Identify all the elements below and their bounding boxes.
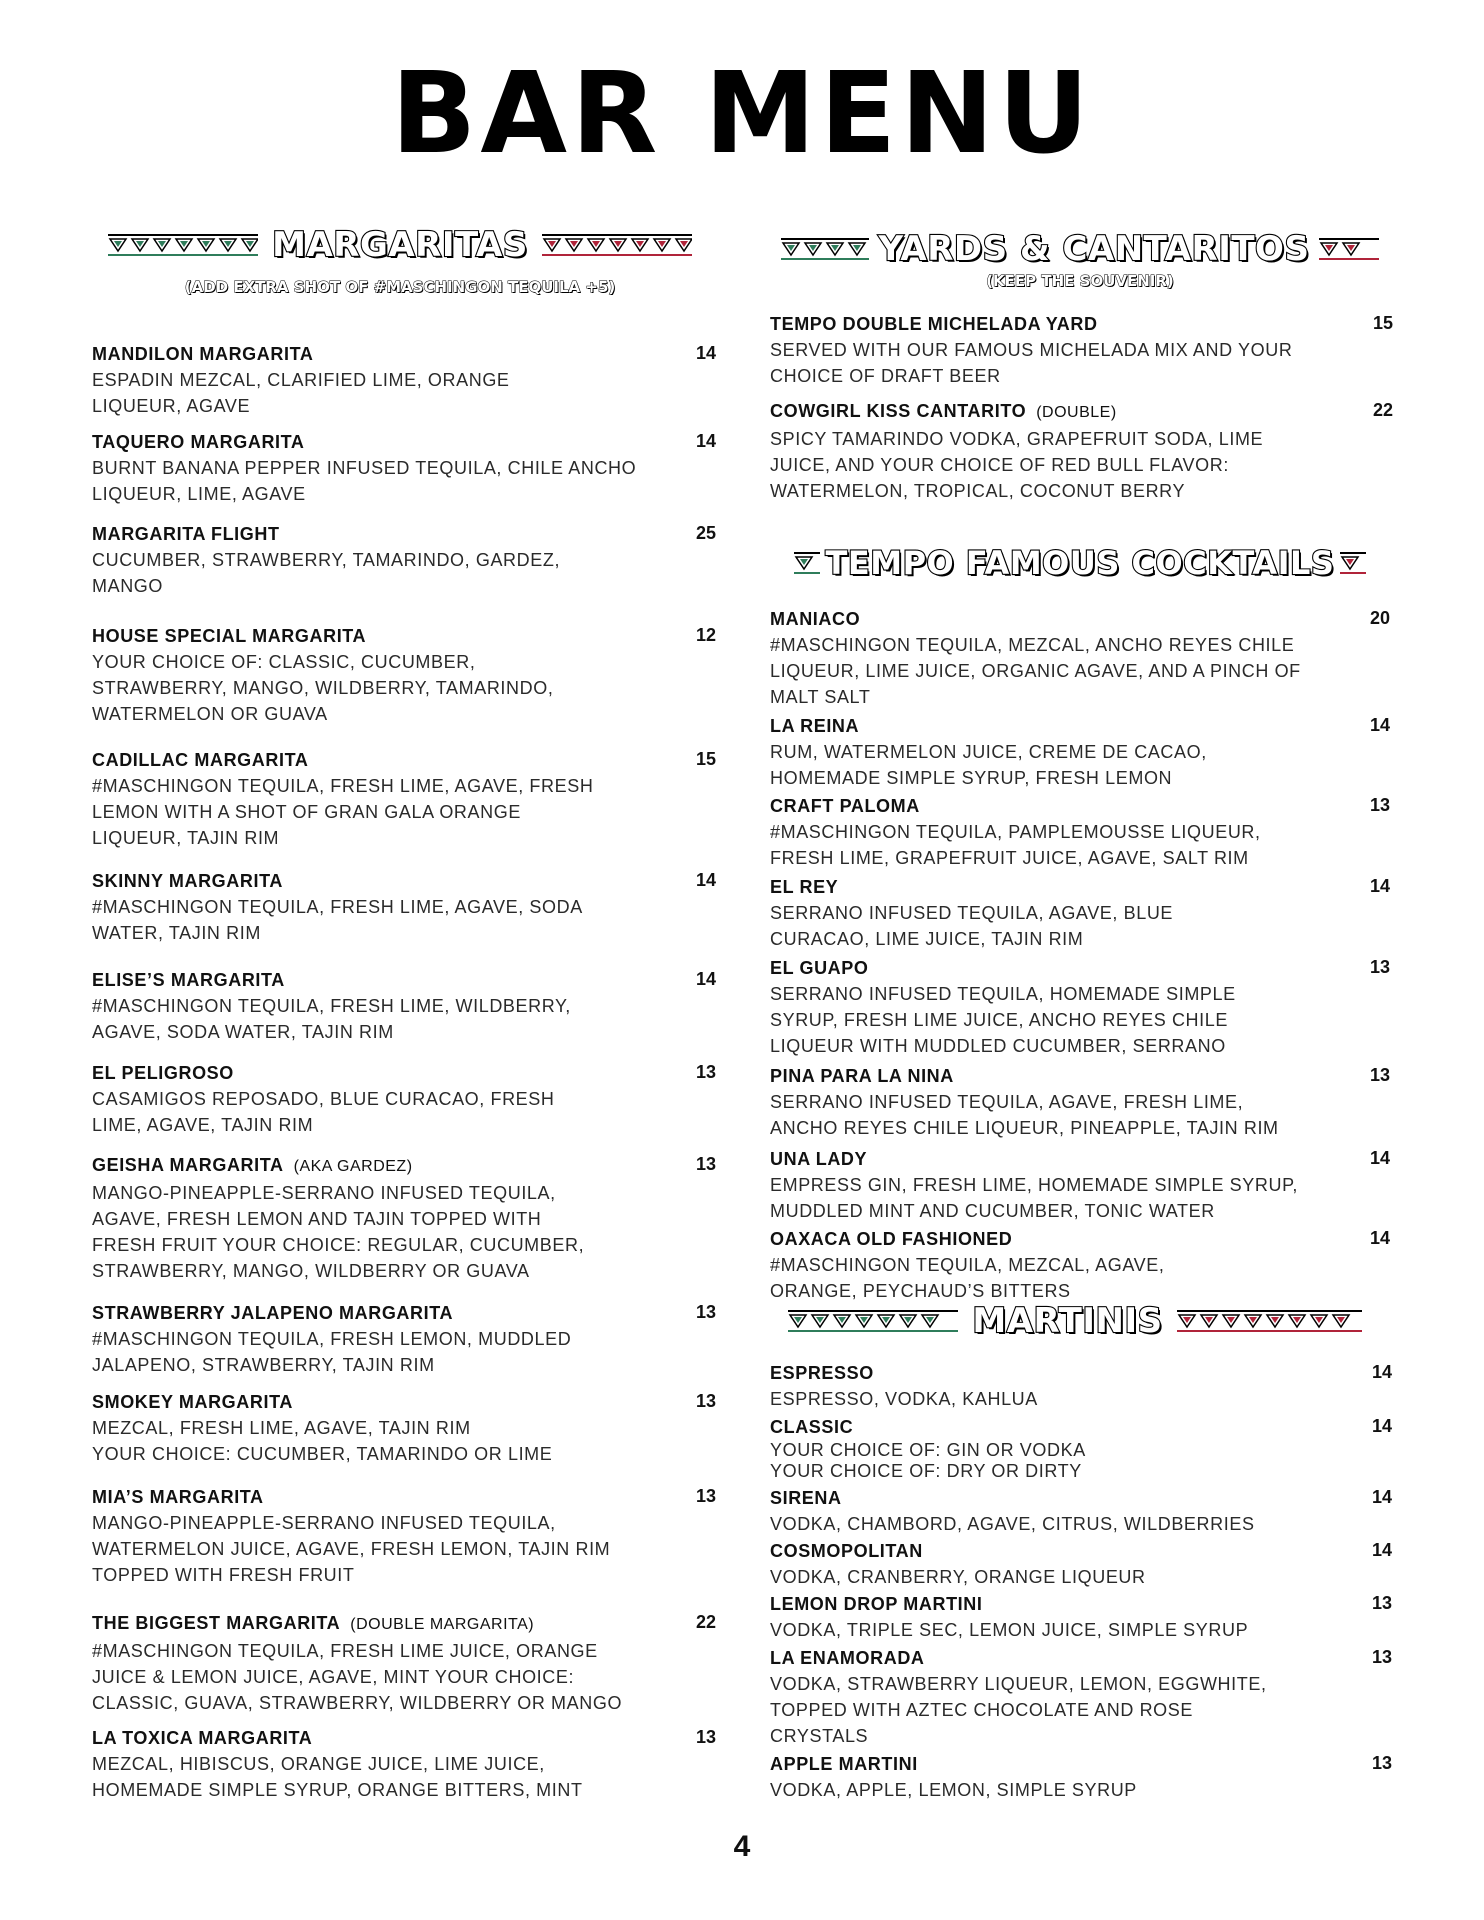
- item-name-text: LA TOXICA MARGARITA: [92, 1728, 313, 1748]
- item-name: [92, 749, 722, 771]
- item-description-line: CRYSTALS: [770, 1726, 869, 1746]
- item-price: 15: [1373, 313, 1394, 333]
- item-name: [92, 1391, 722, 1413]
- martinis-item: [770, 1416, 1393, 1482]
- item-description-line: VODKA, TRIPLE SEC, LEMON JUICE, SIMPLE SYRUP: [770, 1620, 1249, 1640]
- red-tribal-border-icon: [542, 233, 692, 257]
- item-description: [770, 900, 1390, 952]
- margaritas-item: [92, 1612, 722, 1716]
- yards-note: (KEEP THE SOUVENIR): [986, 272, 1174, 290]
- item-price: 13: [696, 1727, 717, 1747]
- item-name-text: ELISE’S MARGARITA: [92, 970, 285, 990]
- item-description: [92, 773, 722, 851]
- margaritas-heading-text: MARGARITAS: [272, 225, 528, 265]
- red-tribal-border-icon: [1177, 1309, 1362, 1333]
- item-price: 14: [1372, 1487, 1393, 1507]
- item-price: 22: [1373, 400, 1394, 420]
- martinis-item: [770, 1540, 1393, 1590]
- item-name: [92, 343, 722, 365]
- item-price: 25: [696, 523, 717, 543]
- item-note: (DOUBLE MARGARITA): [350, 1616, 535, 1633]
- item-price: 13: [1370, 957, 1391, 977]
- item-name: [92, 523, 722, 545]
- item-description-line: MEZCAL, HIBISCUS, ORANGE JUICE, LIME JUICE,: [92, 1754, 545, 1774]
- martinis-item: [770, 1362, 1393, 1412]
- item-description: [92, 1510, 722, 1588]
- item-name: [92, 1302, 722, 1324]
- item-price: 13: [1370, 795, 1391, 815]
- item-description: [770, 1777, 1390, 1803]
- item-name-text: ESPRESSO: [770, 1363, 874, 1383]
- item-name-text: LA REINA: [770, 716, 860, 736]
- item-name: [92, 969, 722, 991]
- martinis-item: [770, 1487, 1393, 1537]
- item-description: [770, 1617, 1390, 1643]
- margaritas-item: [92, 523, 722, 599]
- item-description-line: LIQUEUR WITH MUDDLED CUCUMBER, SERRANO: [770, 1036, 1226, 1056]
- cocktails-item: [770, 1228, 1390, 1304]
- item-description-line: MALT SALT: [770, 687, 871, 707]
- item-name-text: MANDILON MARGARITA: [92, 344, 314, 364]
- item-description: [92, 455, 722, 507]
- item-description-line: ANCHO REYES CHILE LIQUEUR, PINEAPPLE, TAJIN RIM: [770, 1118, 1279, 1138]
- item-name-text: EL REY: [770, 877, 839, 897]
- item-name-text: THE BIGGEST MARGARITA: [92, 1613, 341, 1633]
- item-description-line: YOUR CHOICE OF: DRY OR DIRTY: [770, 1461, 1082, 1481]
- item-description-line: CURACAO, LIME JUICE, TAJIN RIM: [770, 929, 1084, 949]
- item-name: [92, 870, 722, 892]
- item-price: 13: [1370, 1065, 1391, 1085]
- item-description-line: SYRUP, FRESH LIME JUICE, ANCHO REYES CHILE: [770, 1010, 1228, 1030]
- cocktails-item: [770, 1065, 1390, 1141]
- item-description-line: FRESH FRUIT YOUR CHOICE: REGULAR, CUCUMBER,: [92, 1235, 585, 1255]
- martinis-heading-text: MARTINIS: [972, 1301, 1163, 1341]
- item-price: 14: [696, 969, 717, 989]
- margaritas-item: [92, 625, 722, 727]
- item-description: [770, 632, 1390, 710]
- item-description-line: SERVED WITH OUR FAMOUS MICHELADA MIX AND YOUR: [770, 340, 1293, 360]
- margaritas-item: [92, 1154, 722, 1284]
- item-description-line: VODKA, CRANBERRY, ORANGE LIQUEUR: [770, 1567, 1146, 1587]
- red-tribal-border-icon: [1319, 237, 1379, 261]
- item-description-line: TOPPED WITH AZTEC CHOCOLATE AND ROSE: [770, 1700, 1193, 1720]
- item-name: [770, 1362, 1393, 1384]
- martinis-item: [770, 1647, 1393, 1749]
- item-description-line: #MASCHINGON TEQUILA, FRESH LIME, WILDBERRY,: [92, 996, 571, 1016]
- item-description-line: WATERMELON JUICE, AGAVE, FRESH LEMON, TAJIN RIM: [92, 1539, 611, 1559]
- item-price: 14: [1370, 1148, 1391, 1168]
- item-description: [770, 426, 1390, 504]
- item-description: [770, 1440, 1390, 1482]
- margaritas-item: [92, 969, 722, 1045]
- page-number: 4: [733, 1830, 751, 1863]
- item-name-text: COWGIRL KISS CANTARITO: [770, 401, 1027, 421]
- item-price: 14: [696, 870, 717, 890]
- item-description-line: LIQUEUR, LIME, AGAVE: [92, 484, 306, 504]
- item-name: [770, 313, 1390, 335]
- item-price: 14: [1370, 876, 1391, 896]
- item-name: [92, 1727, 722, 1749]
- item-name: [92, 1154, 722, 1178]
- item-description-line: SERRANO INFUSED TEQUILA, AGAVE, FRESH LIME,: [770, 1092, 1244, 1112]
- item-price: 14: [1372, 1362, 1393, 1382]
- item-description-line: LIME, AGAVE, TAJIN RIM: [92, 1115, 314, 1135]
- item-description: [770, 1386, 1390, 1412]
- item-description-line: SPICY TAMARINDO VODKA, GRAPEFRUIT SODA, LIME: [770, 429, 1264, 449]
- margaritas-item: [92, 749, 722, 851]
- item-name: [770, 1416, 1393, 1438]
- item-name: [770, 1228, 1390, 1250]
- item-name: [770, 957, 1390, 979]
- item-name: [92, 1486, 722, 1508]
- item-description: [770, 1511, 1390, 1537]
- yards-heading: [775, 226, 1385, 272]
- yards-heading-text: YARDS & CANTARITOS: [878, 229, 1310, 269]
- martinis-item: [770, 1593, 1393, 1643]
- item-name-text: CRAFT PALOMA: [770, 796, 920, 816]
- item-name: [770, 1593, 1393, 1615]
- martinis-item: [770, 1753, 1393, 1803]
- item-name-text: TAQUERO MARGARITA: [92, 432, 305, 452]
- item-name-text: LA ENAMORADA: [770, 1648, 925, 1668]
- item-description-line: VODKA, STRAWBERRY LIQUEUR, LEMON, EGGWHITE,: [770, 1674, 1267, 1694]
- item-name: [770, 1753, 1393, 1775]
- item-name-text: APPLE MARTINI: [770, 1754, 918, 1774]
- green-tribal-border-icon: [781, 237, 869, 261]
- item-name: [770, 400, 1390, 424]
- item-name: [770, 1487, 1393, 1509]
- item-price: 14: [1370, 1228, 1391, 1248]
- item-description-line: RUM, WATERMELON JUICE, CREME DE CACAO,: [770, 742, 1207, 762]
- item-description-line: MUDDLED MINT AND CUCUMBER, TONIC WATER: [770, 1201, 1215, 1221]
- item-price: 13: [1372, 1753, 1393, 1773]
- item-price: 13: [696, 1302, 717, 1322]
- item-price: 12: [696, 625, 717, 645]
- item-description: [770, 1172, 1390, 1224]
- item-description-line: LIQUEUR, LIME JUICE, ORGANIC AGAVE, AND A PINCH OF: [770, 661, 1301, 681]
- item-name-text: UNA LADY: [770, 1149, 868, 1169]
- cocktails-heading-text: TEMPO FAMOUS COCKTAILS: [825, 544, 1335, 582]
- item-name-text: HOUSE SPECIAL MARGARITA: [92, 626, 367, 646]
- item-description-line: MEZCAL, FRESH LIME, AGAVE, TAJIN RIM: [92, 1418, 471, 1438]
- item-name: [770, 1065, 1390, 1087]
- item-description: [92, 1326, 722, 1378]
- margaritas-item: [92, 1302, 722, 1378]
- item-name-text: GEISHA MARGARITA: [92, 1155, 284, 1175]
- item-name: [770, 715, 1390, 737]
- item-name: [770, 876, 1390, 898]
- item-description-line: BURNT BANANA PEPPER INFUSED TEQUILA, CHILE ANCHO: [92, 458, 637, 478]
- item-description-line: #MASCHINGON TEQUILA, FRESH LIME JUICE, ORANGE: [92, 1641, 598, 1661]
- item-name-text: COSMOPOLITAN: [770, 1541, 923, 1561]
- item-name-text: CADILLAC MARGARITA: [92, 750, 309, 770]
- item-description-line: FRESH LIME, GRAPEFRUIT JUICE, AGAVE, SALT RIM: [770, 848, 1249, 868]
- item-description-line: STRAWBERRY, MANGO, WILDBERRY, TAMARINDO,: [92, 678, 554, 698]
- margaritas-item: [92, 343, 722, 419]
- item-description-line: WATER, TAJIN RIM: [92, 923, 261, 943]
- item-description: [92, 1638, 722, 1716]
- item-description-line: YOUR CHOICE: CUCUMBER, TAMARINDO OR LIME: [92, 1444, 553, 1464]
- item-description-line: YOUR CHOICE OF: CLASSIC, CUCUMBER,: [92, 652, 476, 672]
- item-description: [770, 981, 1390, 1059]
- item-description-line: STRAWBERRY, MANGO, WILDBERRY OR GUAVA: [92, 1261, 530, 1281]
- item-name-text: OAXACA OLD FASHIONED: [770, 1229, 1013, 1249]
- item-name-text: TEMPO DOUBLE MICHELADA YARD: [770, 314, 1098, 334]
- item-description: [770, 1089, 1390, 1141]
- item-description-line: #MASCHINGON TEQUILA, FRESH LIME, AGAVE, FRESH: [92, 776, 594, 796]
- margaritas-item: [92, 1062, 722, 1138]
- item-price: 13: [696, 1391, 717, 1411]
- item-price: 13: [696, 1486, 717, 1506]
- item-name: [770, 795, 1390, 817]
- item-description-line: LEMON WITH A SHOT OF GRAN GALA ORANGE: [92, 802, 521, 822]
- item-description-line: ESPRESSO, VODKA, KAHLUA: [770, 1389, 1038, 1409]
- item-name: [92, 1612, 722, 1636]
- item-description: [92, 649, 722, 727]
- item-name-text: EL PELIGROSO: [92, 1063, 234, 1083]
- martinis-heading: [770, 1298, 1380, 1344]
- item-price: 20: [1370, 608, 1391, 628]
- item-description-line: CUCUMBER, STRAWBERRY, TAMARINDO, GARDEZ,: [92, 550, 561, 570]
- item-price: 13: [1372, 1593, 1393, 1613]
- item-name: [92, 625, 722, 647]
- green-tribal-border-icon: [108, 233, 258, 257]
- item-description: [92, 1180, 722, 1284]
- item-description-line: EMPRESS GIN, FRESH LIME, HOMEMADE SIMPLE SYRUP,: [770, 1175, 1298, 1195]
- item-price: 13: [696, 1154, 717, 1174]
- item-description: [92, 993, 722, 1045]
- item-description-line: MANGO-PINEAPPLE-SERRANO INFUSED TEQUILA,: [92, 1513, 556, 1533]
- cocktails-heading: [760, 540, 1400, 586]
- item-price: 22: [696, 1612, 717, 1632]
- item-name: [770, 1540, 1393, 1562]
- item-description-line: JUICE & LEMON JUICE, AGAVE, MINT YOUR CHOICE:: [92, 1667, 575, 1687]
- item-description-line: #MASCHINGON TEQUILA, PAMPLEMOUSSE LIQUEUR,: [770, 822, 1261, 842]
- cocktails-item: [770, 795, 1390, 871]
- item-description-line: CLASSIC, GUAVA, STRAWBERRY, WILDBERRY OR MANGO: [92, 1693, 623, 1713]
- margaritas-item: [92, 1486, 722, 1588]
- item-name: [770, 608, 1390, 630]
- item-price: 14: [1370, 715, 1391, 735]
- item-description-line: WATERMELON, TROPICAL, COCONUT BERRY: [770, 481, 1186, 501]
- item-price: 14: [1372, 1416, 1393, 1436]
- red-tribal-border-icon: [1340, 551, 1366, 575]
- item-name-text: PINA PARA LA NINA: [770, 1066, 954, 1086]
- item-description-line: CASAMIGOS REPOSADO, BLUE CURACAO, FRESH: [92, 1089, 555, 1109]
- item-name-text: SIRENA: [770, 1488, 842, 1508]
- item-description-line: JUICE, AND YOUR CHOICE OF RED BULL FLAVOR:: [770, 455, 1229, 475]
- margaritas-item: [92, 870, 722, 946]
- cocktails-item: [770, 608, 1390, 710]
- cocktails-item: [770, 715, 1390, 791]
- item-name-text: MIA’S MARGARITA: [92, 1487, 264, 1507]
- item-description-line: CHOICE OF DRAFT BEER: [770, 366, 1001, 386]
- item-name-text: EL GUAPO: [770, 958, 869, 978]
- cocktails-item: [770, 876, 1390, 952]
- item-description-line: HOMEMADE SIMPLE SYRUP, FRESH LEMON: [770, 768, 1173, 788]
- item-name: [92, 431, 722, 453]
- margaritas-note: (ADD EXTRA SHOT OF #MASCHINGON TEQUILA +5): [184, 278, 616, 296]
- item-price: 14: [696, 343, 717, 363]
- item-name-text: LEMON DROP MARTINI: [770, 1594, 983, 1614]
- item-description: [92, 547, 722, 599]
- item-description-line: #MASCHINGON TEQUILA, MEZCAL, AGAVE,: [770, 1255, 1165, 1275]
- item-description-line: VODKA, APPLE, LEMON, SIMPLE SYRUP: [770, 1780, 1137, 1800]
- item-name: [770, 1647, 1393, 1669]
- item-price: 14: [1372, 1540, 1393, 1560]
- item-name-text: SMOKEY MARGARITA: [92, 1392, 293, 1412]
- item-description-line: #MASCHINGON TEQUILA, FRESH LIME, AGAVE, SODA: [92, 897, 583, 917]
- item-description-line: LIQUEUR, TAJIN RIM: [92, 828, 280, 848]
- item-description-line: AGAVE, SODA WATER, TAJIN RIM: [92, 1022, 394, 1042]
- item-description-line: MANGO: [92, 576, 164, 596]
- margaritas-item: [92, 1391, 722, 1467]
- item-price: 14: [696, 431, 717, 451]
- item-description-line: #MASCHINGON TEQUILA, MEZCAL, ANCHO REYES CHILE: [770, 635, 1295, 655]
- item-description-line: MANGO-PINEAPPLE-SERRANO INFUSED TEQUILA,: [92, 1183, 556, 1203]
- item-description-line: AGAVE, FRESH LEMON AND TAJIN TOPPED WITH: [92, 1209, 542, 1229]
- item-description: [770, 1564, 1390, 1590]
- item-description: [92, 1086, 722, 1138]
- cocktails-item: [770, 957, 1390, 1059]
- item-description: [770, 1671, 1390, 1749]
- item-description-line: HOMEMADE SIMPLE SYRUP, ORANGE BITTERS, MINT: [92, 1780, 583, 1800]
- page-title: BAR MENU: [391, 49, 1093, 179]
- item-note: (AKA GARDEZ): [293, 1158, 413, 1175]
- item-description: [770, 337, 1390, 389]
- item-description: [92, 367, 722, 419]
- item-description: [770, 739, 1390, 791]
- item-note: (DOUBLE): [1036, 404, 1117, 421]
- yards-item: [770, 400, 1394, 504]
- item-description: [92, 1415, 722, 1467]
- item-description-line: LIQUEUR, AGAVE: [92, 396, 251, 416]
- item-description-line: ESPADIN MEZCAL, CLARIFIED LIME, ORANGE: [92, 370, 510, 390]
- item-description-line: TOPPED WITH FRESH FRUIT: [92, 1565, 355, 1585]
- item-description-line: SERRANO INFUSED TEQUILA, HOMEMADE SIMPLE: [770, 984, 1236, 1004]
- item-description-line: WATERMELON OR GUAVA: [92, 704, 328, 724]
- item-price: 15: [696, 749, 717, 769]
- item-description: [770, 819, 1390, 871]
- margaritas-heading: [90, 222, 710, 268]
- margaritas-item: [92, 1727, 722, 1803]
- item-name-text: CLASSIC: [770, 1417, 854, 1437]
- item-description: [92, 894, 722, 946]
- green-tribal-border-icon: [788, 1309, 958, 1333]
- item-description: [92, 1751, 722, 1803]
- item-description-line: ORANGE, PEYCHAUD’S BITTERS: [770, 1281, 1071, 1301]
- item-name-text: MARGARITA FLIGHT: [92, 524, 280, 544]
- green-tribal-border-icon: [794, 551, 820, 575]
- item-name: [92, 1062, 722, 1084]
- item-description-line: YOUR CHOICE OF: GIN OR VODKA: [770, 1440, 1086, 1460]
- cocktails-item: [770, 1148, 1390, 1224]
- item-price: 13: [696, 1062, 717, 1082]
- item-description-line: #MASCHINGON TEQUILA, FRESH LEMON, MUDDLED: [92, 1329, 572, 1349]
- item-description-line: JALAPENO, STRAWBERRY, TAJIN RIM: [92, 1355, 435, 1375]
- item-description-line: VODKA, CHAMBORD, AGAVE, CITRUS, WILDBERRIES: [770, 1514, 1255, 1534]
- item-name-text: SKINNY MARGARITA: [92, 871, 283, 891]
- item-name: [770, 1148, 1390, 1170]
- item-name-text: MANIACO: [770, 609, 861, 629]
- item-name-text: STRAWBERRY JALAPENO MARGARITA: [92, 1303, 454, 1323]
- item-description-line: SERRANO INFUSED TEQUILA, AGAVE, BLUE: [770, 903, 1174, 923]
- item-description: [770, 1252, 1390, 1304]
- margaritas-item: [92, 431, 722, 507]
- item-price: 13: [1372, 1647, 1393, 1667]
- yards-item: [770, 313, 1394, 389]
